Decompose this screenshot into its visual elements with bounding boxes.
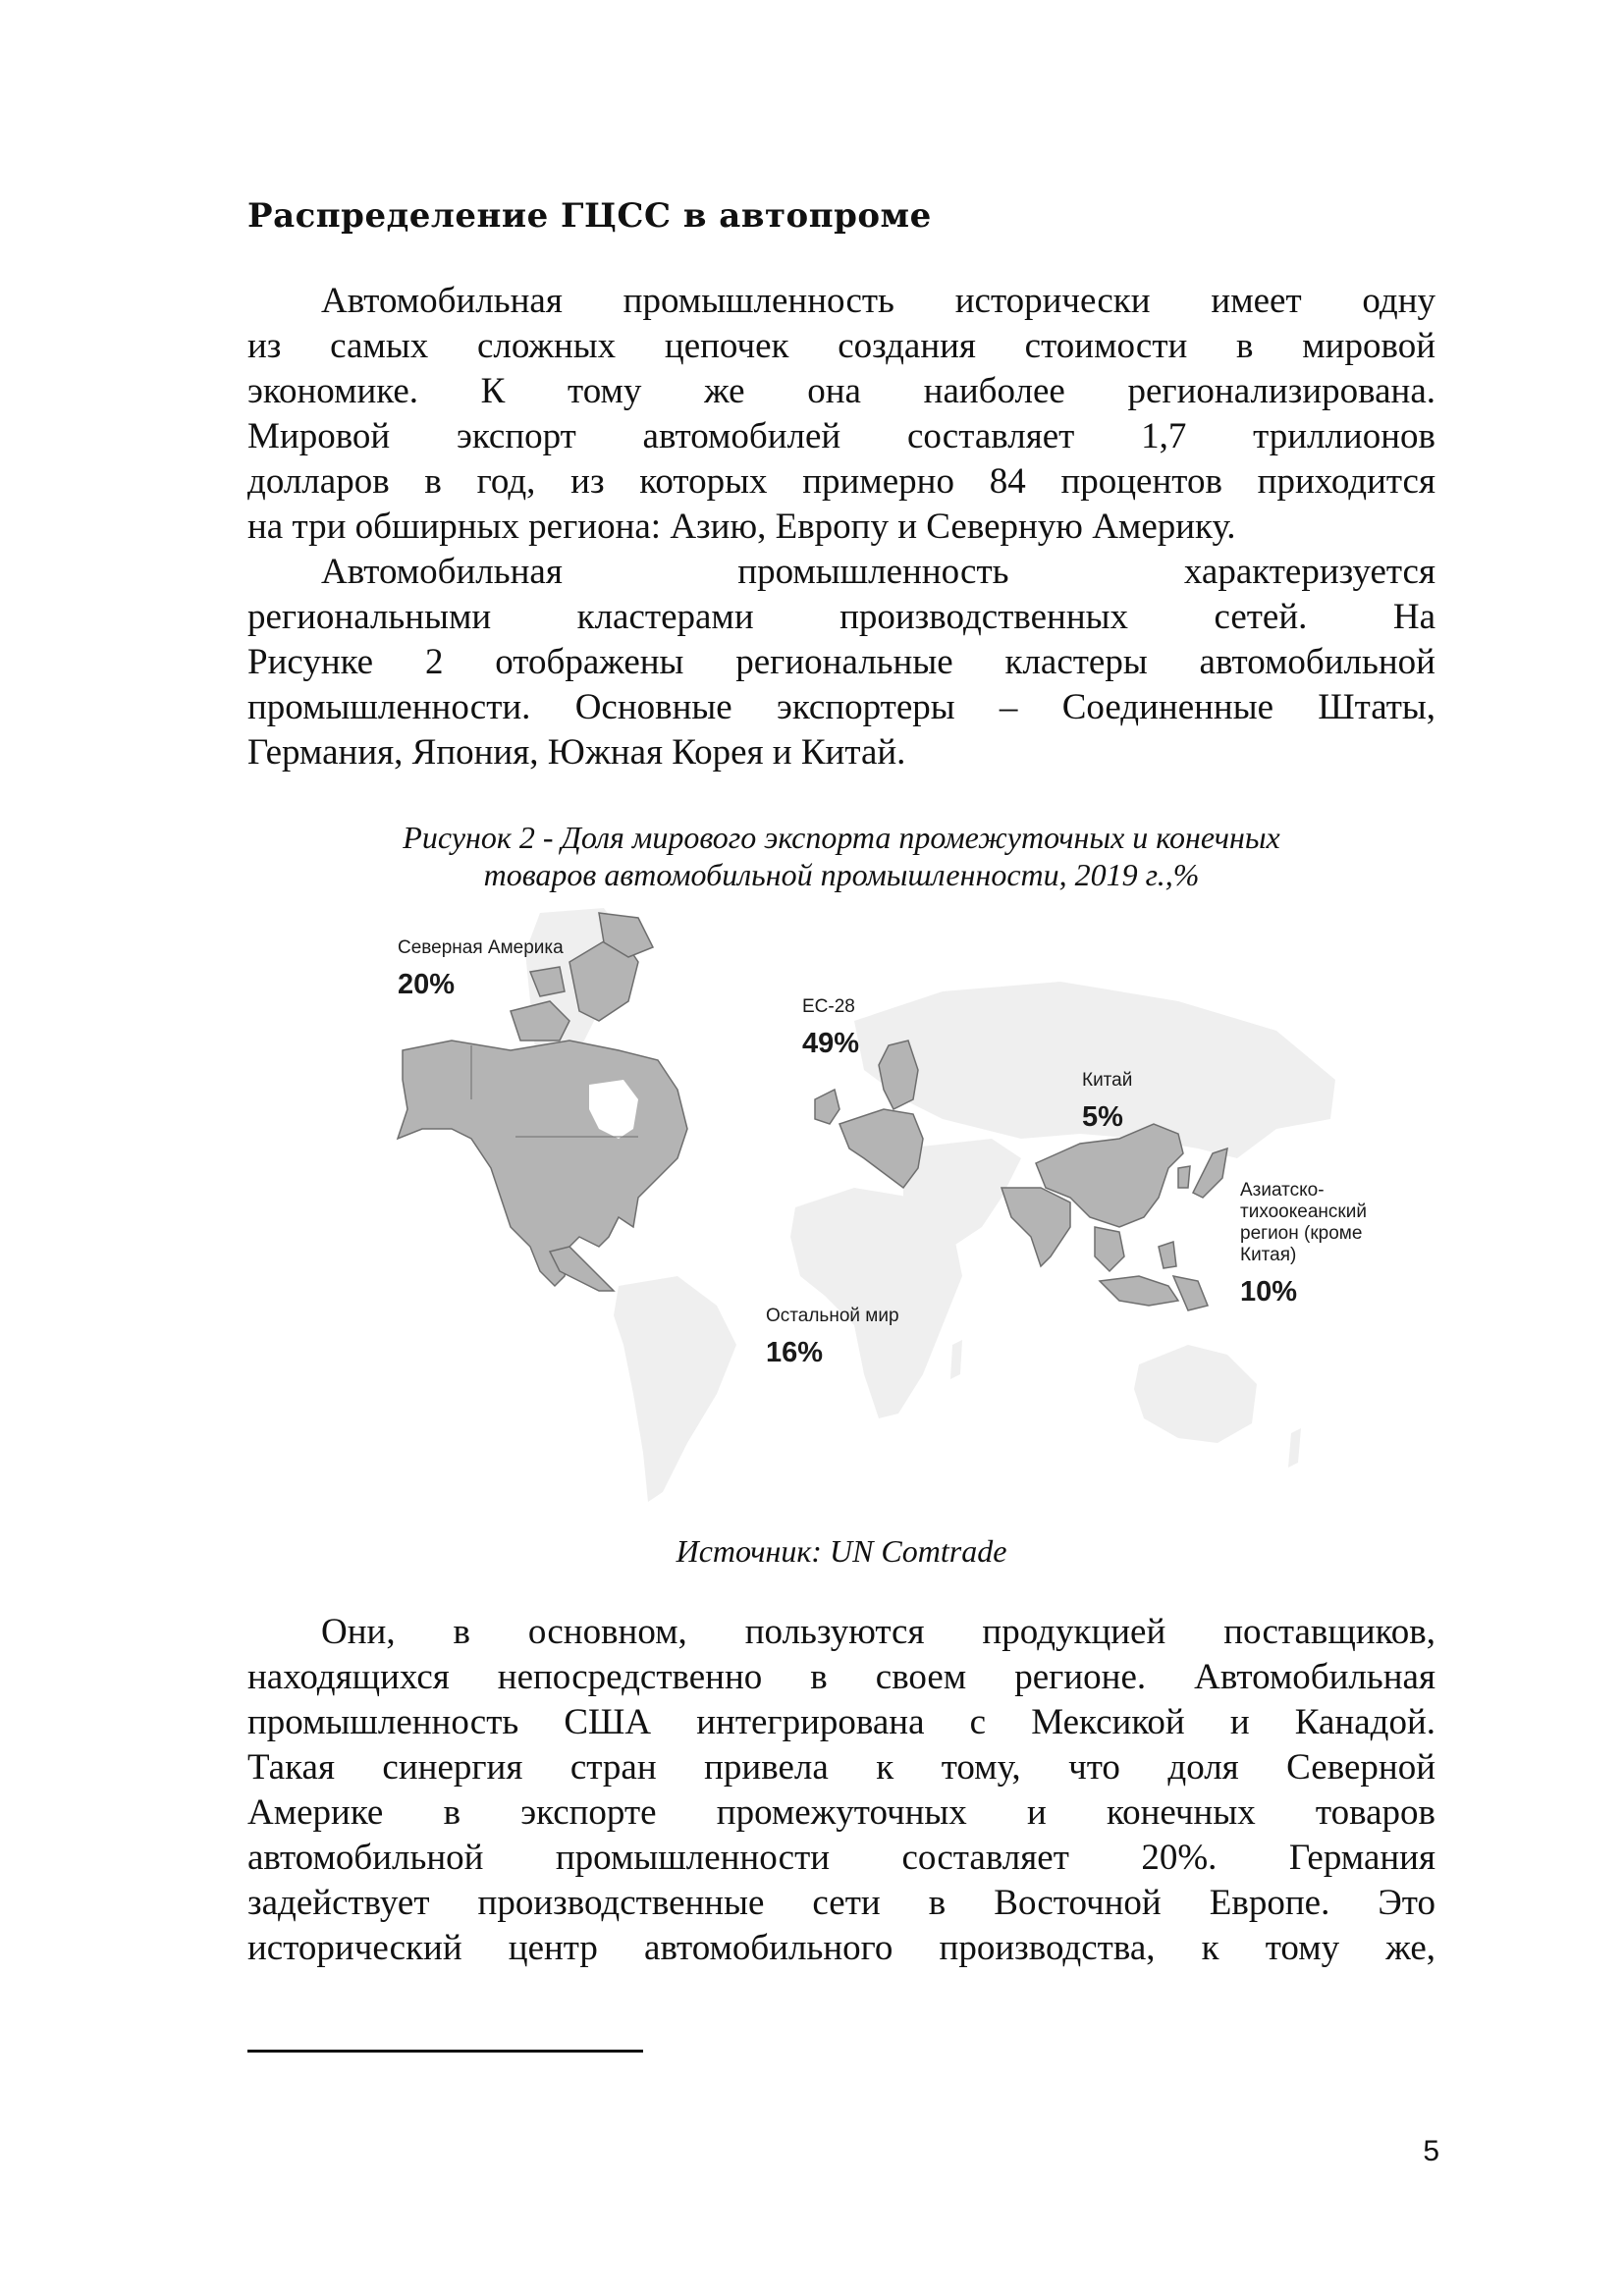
text-line: Рисунке 2 отображены региональные кластеры автомобильной — [247, 642, 1435, 682]
text-line: промышленность США интегрирована с Мексикой и Канадой. — [247, 1702, 1435, 1742]
footnote-separator — [247, 2050, 643, 2053]
text-line: долларов в год, из которых примерно 84 процентов приходится — [247, 461, 1435, 502]
text-line: Мировой экспорт автомобилей составляет 1,7 триллионов — [247, 416, 1435, 456]
text-line: Германия, Япония, Южная Корея и Китай. — [247, 732, 906, 773]
page-number: 5 — [1423, 2135, 1439, 2167]
text-line: Автомобильная промышленность характеризуется — [321, 552, 1435, 592]
label-asia-pacific: Азиатско- тихоокеанский регион (кроме Китая) 10% — [1240, 1180, 1367, 1308]
text-line: автомобильной промышленности составляет 20%. Германия — [247, 1838, 1435, 1878]
world-map-figure — [393, 903, 1367, 1531]
caption-line: товаров автомобильной промышленности, 2019 г.,% — [483, 857, 1200, 892]
text-line: исторический центр автомобильного производства, к тому же, — [247, 1928, 1435, 1968]
text-line: задействует производственные сети в Восточной Европе. Это — [247, 1883, 1435, 1923]
text-line: региональными кластерами производственных сетей. На — [247, 597, 1435, 637]
madagascar-shape — [950, 1340, 962, 1379]
text-line: находящихся непосредственно в своем регионе. Автомобильная — [247, 1657, 1435, 1697]
label-north-america: Северная Америка 20% — [398, 937, 564, 1000]
paragraph-2 — [247, 550, 1435, 775]
label-eu28: ЕС-28 49% — [802, 996, 860, 1059]
section-heading: Распределение ГЦСС в автопроме — [247, 196, 932, 236]
africa-shape — [790, 1188, 962, 1418]
text-line: из самых сложных цепочек создания стоимости в мировой — [247, 326, 1435, 366]
text-line: Америке в экспорте промежуточных и конечных товаров — [247, 1792, 1435, 1833]
text-line: Они, в основном, пользуются продукцией поставщиков, — [321, 1612, 1435, 1652]
figure-caption — [247, 819, 1435, 893]
text-line: на три обширных региона: Азию, Европу и Северную Америку. — [247, 507, 1236, 547]
south-america-shape — [614, 1276, 736, 1502]
text-line: экономике. К тому же она наиболее регионализирована. — [247, 371, 1435, 411]
paragraph-3 — [247, 1610, 1435, 1971]
australia-shape — [1134, 1345, 1257, 1443]
caption-line: Рисунок 2 - Доля мирового экспорта промежуточных и конечных — [403, 820, 1280, 855]
label-china: Китай 5% — [1082, 1070, 1133, 1133]
new-zealand-shape — [1288, 1428, 1301, 1468]
text-line: Автомобильная промышленность исторически имеет одну — [321, 281, 1435, 321]
figure-source: Источник: UN Comtrade — [676, 1533, 1007, 1569]
text-line: Такая синергия стран привела к тому, что доля Северной — [247, 1747, 1435, 1788]
label-rest-of-world: Остальной мир 16% — [766, 1306, 899, 1368]
paragraph-1 — [247, 279, 1435, 550]
text-line: промышленности. Основные экспортеры – Соединенные Штаты, — [247, 687, 1435, 727]
